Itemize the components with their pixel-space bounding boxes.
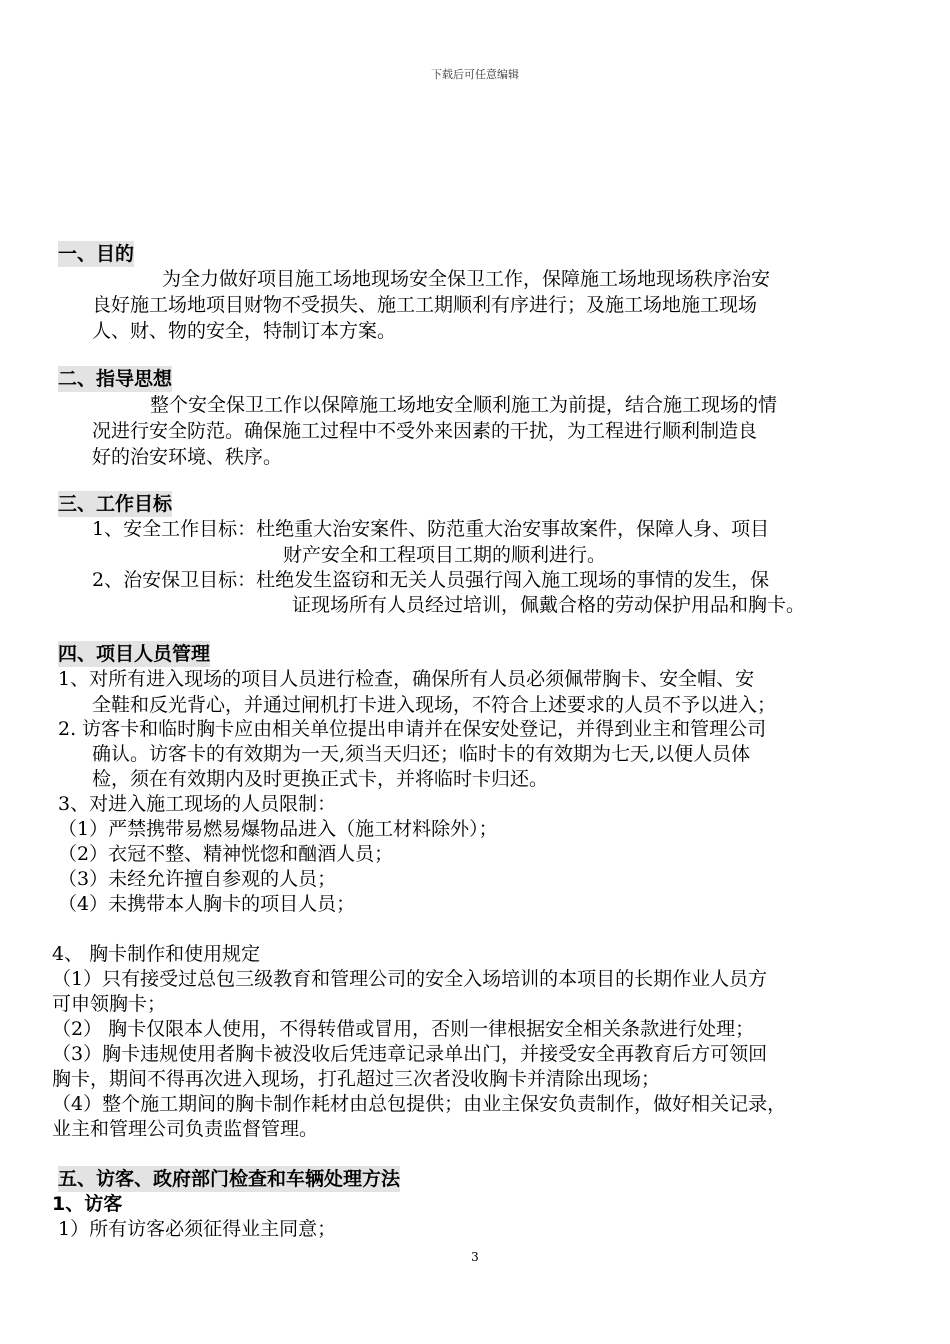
section-2-title: 二、指导思想 <box>58 368 173 390</box>
paragraph-line: 良好施工场地项目财物不受损失、施工工期顺利有序进行；及施工场地施工现场 <box>92 294 758 316</box>
section-5-title: 五、访客、政府部门检查和车辆处理方法 <box>58 1168 401 1190</box>
section-5-subtitle: 1、访客 <box>52 1193 123 1215</box>
rule-line: （4）整个施工期间的胸卡制作耗材由总包提供；由业主保安负责制作，做好相关记录， <box>52 1093 787 1115</box>
rule-line: 1）所有访客必须征得业主同意； <box>58 1218 337 1240</box>
section-3-title: 三、工作目标 <box>58 493 173 515</box>
rule-line: 可申领胸卡； <box>52 993 167 1015</box>
header-note: 下载后可任意编辑 <box>431 68 519 81</box>
rule-line: （3）胸卡违规使用者胸卡被没收后凭违章记录单出门，并接受安全再教育后方可领回 <box>52 1043 768 1065</box>
rule-line: （4）未携带本人胸卡的项目人员； <box>58 893 356 915</box>
goal-line: 证现场所有人员经过培训，佩戴合格的劳动保护用品和胸卡。 <box>292 594 806 616</box>
paragraph-line: 况进行安全防范。确保施工过程中不受外来因素的干扰，为工程进行顺利制造良 <box>92 420 758 442</box>
rule-line: 1、对所有进入现场的项目人员进行检查，确保所有人员必须佩带胸卡、安全帽、安 <box>58 668 755 690</box>
paragraph-line: 人、财、物的安全，特制订本方案。 <box>92 320 397 342</box>
rule-line: （1）严禁携带易燃易爆物品进入（施工材料除外）； <box>58 818 498 840</box>
goal-line: 2、治安保卫目标：杜绝发生盗窃和无关人员强行闯入施工现场的事情的发生，保 <box>92 569 770 591</box>
paragraph-line: 好的治安环境、秩序。 <box>92 446 283 468</box>
rule-line: （3）未经允许擅自参观的人员； <box>58 868 337 890</box>
goal-line: 1、安全工作目标：杜绝重大治安案件、防范重大治安事故案件，保障人身、项目 <box>92 518 770 540</box>
rule-line: （2） 胸卡仅限本人使用，不得转借或冒用，否则一律根据安全相关条款进行处理； <box>52 1018 755 1040</box>
section-1-title: 一、目的 <box>58 243 135 265</box>
rule-line: （1）只有接受过总包三级教育和管理公司的安全入场培训的本项目的长期作业人员方 <box>52 968 768 990</box>
goal-line: 财产安全和工程项目工期的顺利进行。 <box>283 544 607 566</box>
page-number: 3 <box>471 1250 479 1264</box>
paragraph-line: 整个安全保卫工作以保障施工场地安全顺利施工为前提，结合施工现场的情 <box>150 394 778 416</box>
rule-line: （2）衣冠不整、精神恍惚和酗酒人员； <box>58 843 394 865</box>
rule-line: 全鞋和反光背心，并通过闸机打卡进入现场，不符合上述要求的人员不予以进入； <box>92 694 777 716</box>
paragraph-line: 为全力做好项目施工场地现场安全保卫工作，保障施工场地现场秩序治安 <box>162 268 771 290</box>
rule-line: 检，须在有效期内及时更换正式卡，并将临时卡归还。 <box>92 768 549 790</box>
rule-line: 3、对进入施工现场的人员限制： <box>58 793 337 815</box>
rule-line: 胸卡，期间不得再次进入现场，打孔超过三次者没收胸卡并清除出现场； <box>52 1068 661 1090</box>
rule-line: 确认。访客卡的有效期为一天,须当天归还；临时卡的有效期为七天,以便人员体 <box>92 743 751 765</box>
section-4-title: 四、项目人员管理 <box>58 643 211 665</box>
rule-line: 2. 访客卡和临时胸卡应由相关单位提出申请并在保安处登记，并得到业主和管理公司 <box>58 718 767 740</box>
rule-line: 4、 胸卡制作和使用规定 <box>52 943 261 965</box>
rule-line: 业主和管理公司负责监督管理。 <box>52 1118 319 1140</box>
